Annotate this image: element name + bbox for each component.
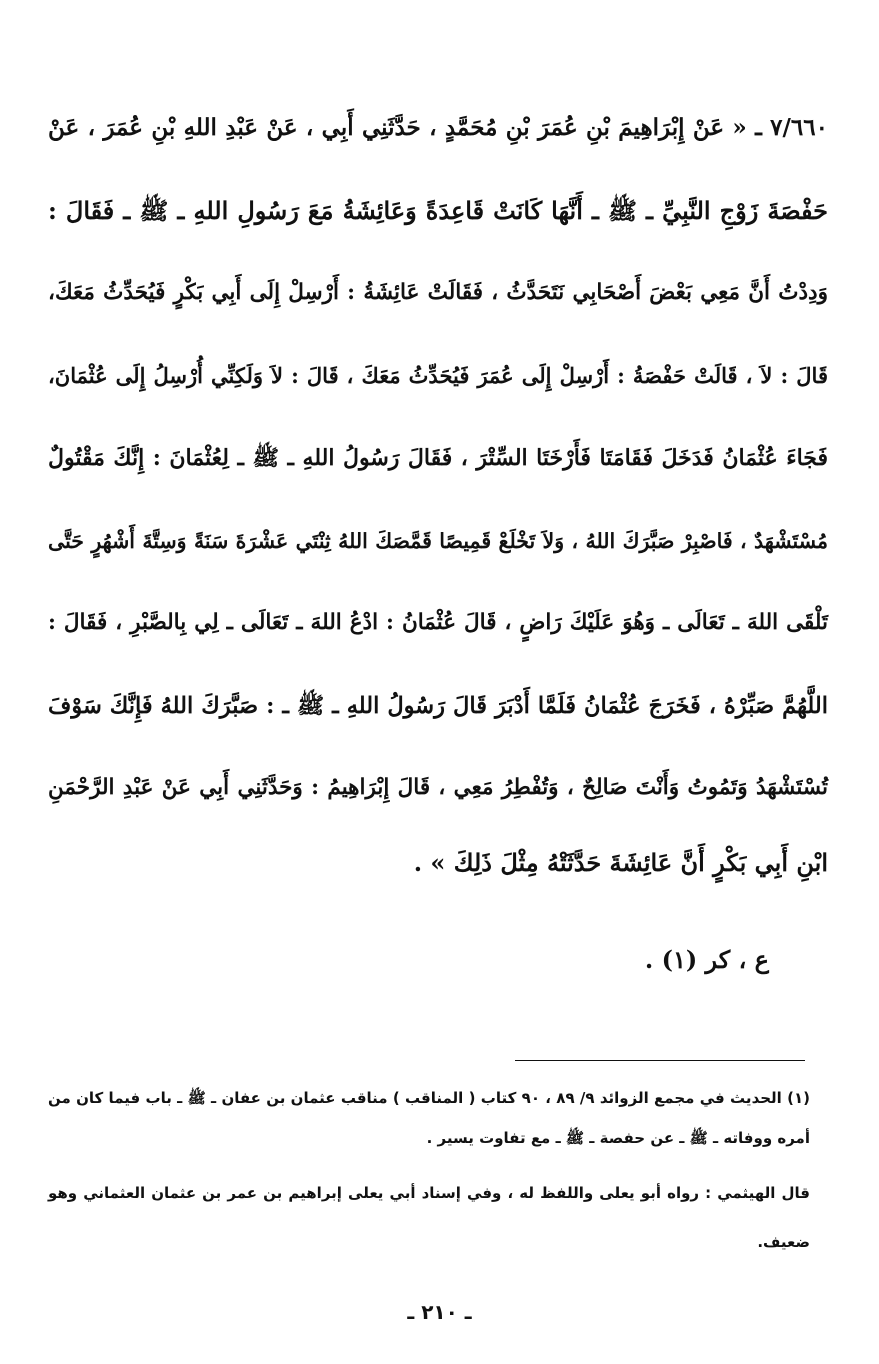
footnote-line-3: قال الهيثمي : رواه أبو يعلى واللفظ له ، وفي إسناد أبي يعلى إبراهيم بن عمر بن عثمان العثماني وهو xyxy=(48,1184,810,1202)
hadith-line-5: فَجَاءَ عُثْمَانُ فَدَخَلَ فَقَامَتَا فَأَرْخَتَا السِّتْرَ ، فَقَالَ رَسُولُ اللهِ ـ ﷺ ـ لِعُثْمَانَ : إِنَّكَ مَقْتُولٌ xyxy=(48,445,828,471)
hadith-line-3: وَدِدْتُ أَنَّ مَعِي بَعْضَ أَصْحَابِي نَتَحَدَّثُ ، فَقَالَتْ عَائِشَةُ : أَرْسِلْ إِلَى أَبِي بَكْرٍ فَيُحَدِّثُ مَعَكَ، xyxy=(48,280,828,305)
hadith-line-2: حَفْصَةَ زَوْجِ النَّبِيِّ ـ ﷺ ـ أَنَّهَا كَانَتْ قَاعِدَةً وَعَائِشَةُ مَعَ رَسُولِ اللهِ ـ ﷺ ـ فَقَالَ : xyxy=(48,196,828,225)
footnote-line-1: (١) الحديث في مجمع الزوائد ٩/ ٨٩ ، ٩٠ كتاب ( المناقب ) مناقب عثمان بن عفان ـ ﷺ ـ باب فيما كان من xyxy=(48,1089,810,1107)
footnote-divider xyxy=(515,1060,805,1061)
hadith-line-6: مُسْتَشْهَدٌ ، فَاصْبِرْ صَبَّرَكَ اللهُ ، وَلاَ تَخْلَعْ قَمِيصًا قَمَّصَكَ اللهُ ثِنْتَي عَشْرَةَ سَنَةً وَسِتَّةَ أَشْهُرٍ حَتَّى xyxy=(48,529,828,553)
hadith-line-9: تُسْتَشْهَدُ وَتَمُوتُ وَأَنْتَ صَالِحٌ ، وَتُفْطِرُ مَعِي ، قَالَ إِبْرَاهِيمُ : وَحَدَّثَنِي أَبِي عَنْ عَبْدِ الرَّحْمَنِ xyxy=(48,775,828,800)
page-number: ـ ٢١٠ ـ xyxy=(407,1300,472,1324)
footnote-line-4: ضعيف. xyxy=(757,1233,810,1251)
hadith-line-4: قَالَ : لاَ ، قَالَتْ حَفْصَةُ : أَرْسِلْ إِلَى عُمَرَ فَيُحَدِّثُ مَعَكَ ، قَالَ : لاَ وَلَكِنِّي أُرْسِلُ إِلَى عُثْمَانَ، xyxy=(48,363,828,388)
hadith-line-8: اللَّهُمَّ صَبِّرْهُ ، فَخَرَجَ عُثْمَانُ فَلَمَّا أَدْبَرَ قَالَ رَسُولُ اللهِ ـ ﷺ ـ : صَبَّرَكَ اللهُ فَإِنَّكَ سَوْفَ xyxy=(48,693,828,719)
hadith-line-7: تَلْقَى اللهَ ـ تَعَالَى ـ وَهُوَ عَلَيْكَ رَاضٍ ، قَالَ عُثْمَانُ : ادْعُ اللهَ ـ تَعَالَى ـ لِي بِالصَّبْرِ ، فَقَالَ : xyxy=(48,610,828,635)
source-reference: ع ، كر (١) . xyxy=(644,945,769,974)
hadith-line-1: ٧/٦٦٠ ـ « عَنْ إِبْرَاهِيمَ بْنِ عُمَرَ بْنِ مُحَمَّدٍ ، حَدَّثَنِي أَبِي ، عَنْ عَبْدِ اللهِ بْنِ عُمَرَ ، عَنْ xyxy=(48,114,828,141)
footnote-line-2: أمره ووفاته ـ ﷺ ـ عن حفصة ـ ﷺ ـ مع تفاوت يسير . xyxy=(426,1129,810,1147)
hadith-line-10: ابْنِ أَبِي بَكْرٍ أَنَّ عَائِشَةَ حَدَّثَتْهُ مِثْلَ ذَلِكَ » . xyxy=(413,848,828,877)
